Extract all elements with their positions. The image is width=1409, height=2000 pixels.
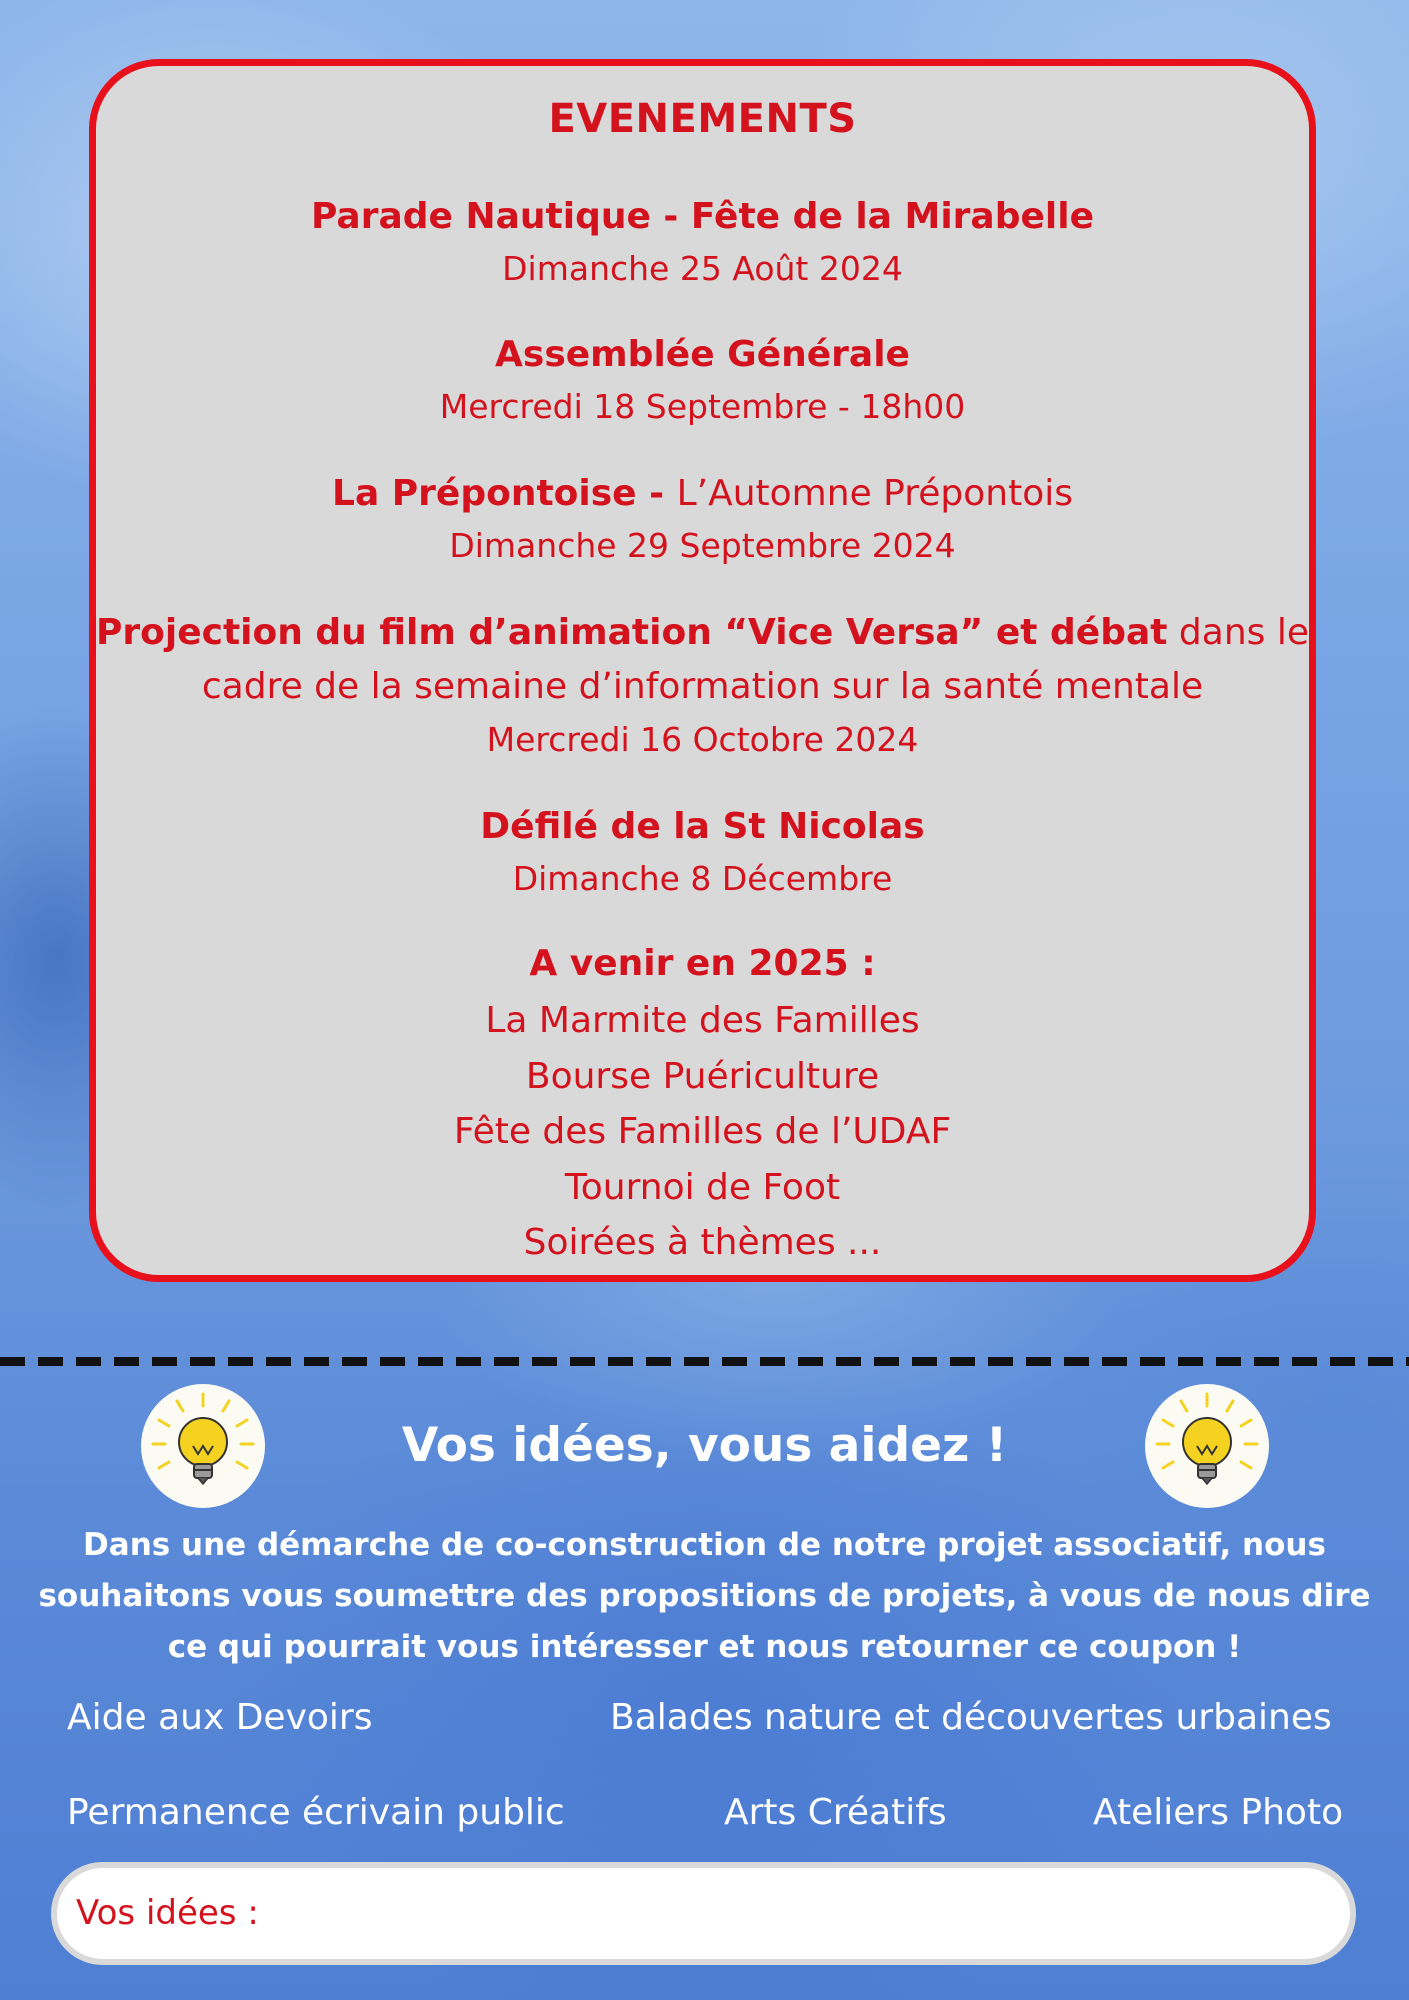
- upcoming-item: La Marmite des Familles: [485, 1000, 920, 1041]
- ideas-intro: [0, 1520, 1409, 1673]
- event-description: cadre de la semaine d’information sur la santé mentale: [201, 666, 1204, 707]
- event-la-prepontoise: [96, 468, 1309, 572]
- event-date: Mercredi 16 Octobre 2024: [486, 720, 919, 759]
- event-date: Dimanche 8 Décembre: [512, 859, 893, 898]
- upcoming-item: Soirées à thèmes ...: [523, 1222, 882, 1263]
- upcoming-2025: [96, 935, 1309, 1271]
- events-card: [89, 59, 1316, 1282]
- event-date: Mercredi 18 Septembre - 18h00: [439, 387, 966, 426]
- option-ateliers-photo[interactable]: Ateliers Photo: [1093, 1792, 1344, 1833]
- ideas-intro-line: souhaitons vous soumettre des propositions de projets, à vous de nous dire: [38, 1578, 1371, 1614]
- ideas-intro-line: ce qui pourrait vous intéresser et nous retourner ce coupon !: [167, 1629, 1242, 1665]
- event-title: [96, 468, 1309, 520]
- ideas-input-field[interactable]: [51, 1862, 1356, 1965]
- upcoming-item: Tournoi de Foot: [564, 1166, 841, 1208]
- event-projection-vice-versa: [96, 607, 1309, 766]
- upcoming-item: Fête des Familles de l’UDAF: [453, 1111, 952, 1152]
- event-title-bold: La Prépontoise -: [332, 473, 677, 514]
- event-title: Assemblée Générale: [495, 334, 910, 375]
- option-permanence-ecrivain[interactable]: Permanence écrivain public: [67, 1792, 565, 1833]
- events-heading: EVENEMENTS: [548, 96, 857, 142]
- option-arts-creatifs[interactable]: Arts Créatifs: [724, 1792, 947, 1833]
- event-title-bold: Projection du film d’animation “Vice Versa” et débat: [96, 612, 1168, 653]
- ideas-intro-line: Dans une démarche de co-construction de notre projet associatif, nous: [83, 1527, 1326, 1563]
- upcoming-item: Bourse Puériculture: [525, 1055, 880, 1097]
- event-title-normal: L’Automne Prépontois: [676, 473, 1073, 514]
- event-title-normal: dans le: [1167, 612, 1310, 653]
- ideas-heading: Vos idées, vous aidez !: [401, 1418, 1008, 1473]
- event-defile-st-nicolas: [96, 801, 1309, 905]
- event-assemblee-generale: [96, 329, 1309, 433]
- coupon-cut-line: [0, 1357, 1409, 1366]
- event-title: Défilé de la St Nicolas: [480, 806, 925, 847]
- event-date: Dimanche 29 Septembre 2024: [449, 526, 956, 565]
- event-date: Dimanche 25 Août 2024: [502, 249, 903, 288]
- upcoming-heading: A venir en 2025 :: [529, 943, 876, 984]
- event-title: Parade Nautique - Fête de la Mirabelle: [311, 196, 1094, 237]
- option-aide-aux-devoirs[interactable]: Aide aux Devoirs: [67, 1697, 373, 1738]
- event-title: [96, 607, 1309, 659]
- ideas-field-label: Vos idées :: [76, 1893, 259, 1933]
- option-balades-nature[interactable]: Balades nature et découvertes urbaines: [610, 1697, 1332, 1738]
- event-parade-nautique: [96, 191, 1309, 295]
